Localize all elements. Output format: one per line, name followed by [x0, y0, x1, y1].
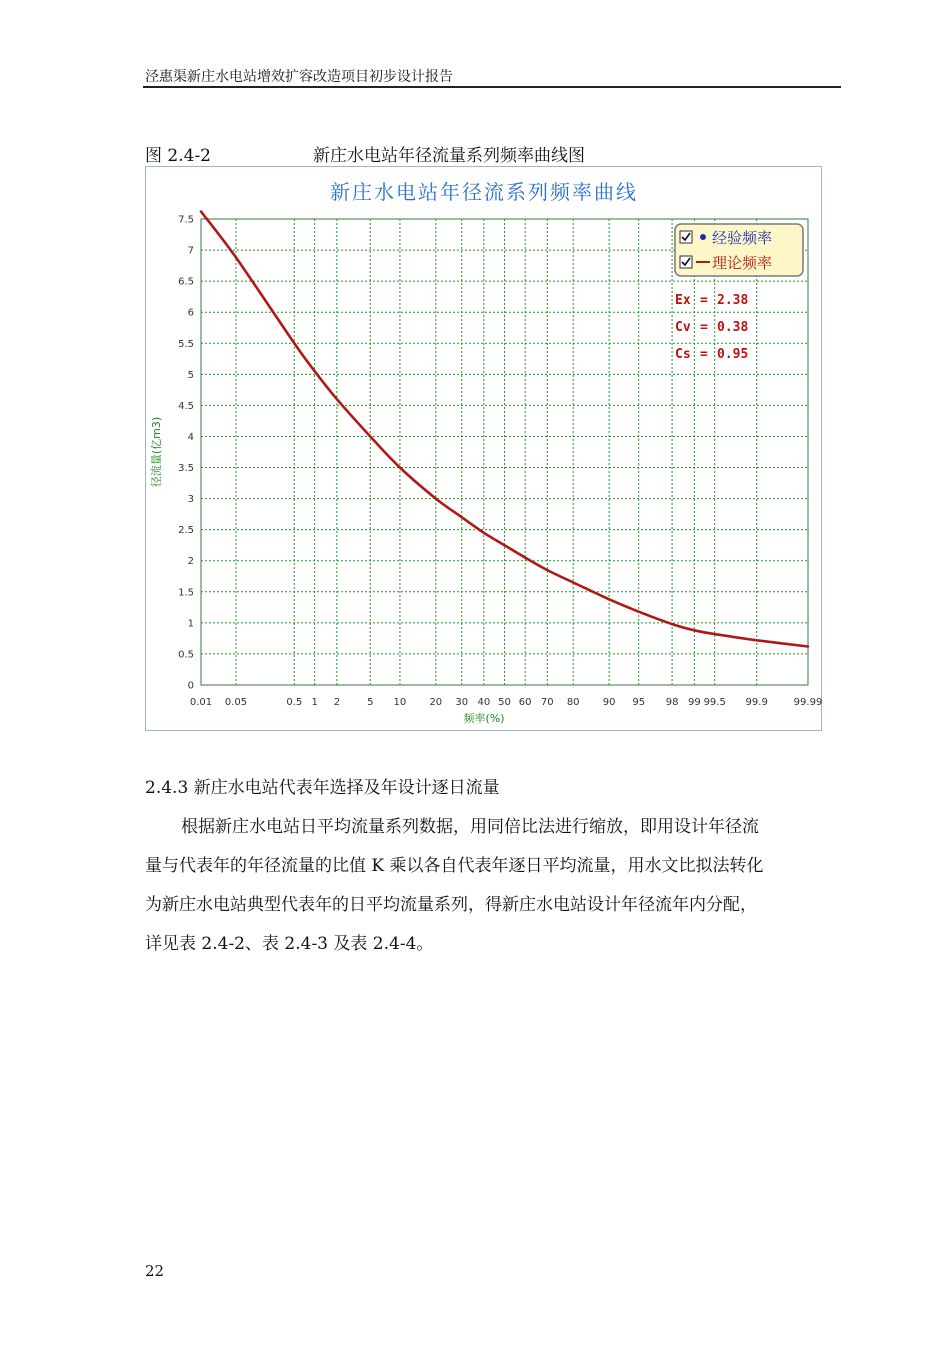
x-tick-label: 5: [367, 697, 374, 708]
x-tick-label: 50: [498, 697, 511, 708]
x-tick-label: 90: [602, 697, 616, 708]
x-tick-label: 99.99: [793, 697, 823, 708]
x-tick-label: 70: [540, 697, 554, 708]
grid-layer: [201, 219, 808, 685]
chart-title: 新庄水电站年径流系列频率曲线: [330, 180, 638, 204]
x-tick-label: 20: [429, 697, 443, 708]
y-tick-label: 1: [187, 618, 194, 630]
paragraph-line: 为新庄水电站典型代表年的日平均流量系列，得新庄水电站设计年径流年内分配，: [145, 895, 757, 915]
figure-number: 图 2.4-2: [145, 146, 211, 166]
legend-checkbox-theoretical[interactable]: [680, 256, 692, 268]
x-tick-label: 99.9: [745, 697, 768, 708]
x-tick-label: 2: [333, 697, 341, 708]
y-tick-label: 2: [187, 556, 194, 568]
y-tick-label: 0: [187, 680, 194, 692]
y-tick-label: 5: [187, 369, 194, 381]
param-ex-value: 2.38: [717, 293, 749, 308]
y-tick-label: 1.5: [178, 587, 194, 599]
legend: [675, 224, 803, 276]
x-axis-label: 频率(%): [463, 712, 505, 725]
y-tick-label: 5.5: [178, 338, 194, 350]
paragraph-line: 根据新庄水电站日平均流量系列数据，用同倍比法进行缩放，即用设计年径流: [181, 817, 759, 837]
y-tick-label: 6.5: [178, 276, 194, 288]
section-heading: 2.4.3 新庄水电站代表年选择及年设计逐日流量: [145, 778, 500, 798]
legend-dot-icon: [700, 234, 706, 240]
x-tick-label: 99.5: [703, 697, 726, 708]
param-cv-name: Cv: [675, 320, 691, 335]
x-tick-label: 99: [687, 697, 701, 708]
y-tick-label: 3: [187, 494, 194, 506]
param-cv-value: 0.38: [717, 320, 749, 335]
x-tick-label: 30: [455, 697, 469, 708]
y-tick-label: 7: [187, 245, 194, 257]
param-ex-eq: =: [700, 293, 708, 308]
params-block: [675, 293, 748, 362]
x-tick-label: 95: [632, 697, 646, 708]
legend-label-theoretical: 理论频率: [712, 254, 773, 272]
x-tick-label: 40: [477, 697, 491, 708]
param-cs-eq: =: [700, 347, 708, 362]
paragraph-line: 量与代表年的年径流量的比值 K 乘以各自代表年逐日平均流量，用水文比拟法转化: [145, 856, 764, 876]
x-tick-label: 98: [665, 697, 679, 708]
header-rule: [143, 86, 841, 88]
chart-frame: [145, 166, 822, 731]
x-tick-label: 0.01: [189, 697, 213, 708]
tick-layer: [178, 215, 822, 709]
legend-label-empirical: 经验频率: [712, 229, 773, 247]
y-tick-label: 4.5: [178, 400, 194, 412]
x-tick-label: 0.05: [224, 697, 248, 708]
param-cs-value: 0.95: [717, 347, 749, 362]
y-tick-label: 2.5: [178, 525, 194, 537]
y-tick-label: 7.5: [178, 214, 194, 226]
page-number: 22: [145, 1262, 165, 1280]
y-axis-label: 径流量(亿m3): [150, 416, 163, 488]
figure-title: 新庄水电站年径流量系列频率曲线图: [313, 146, 585, 166]
param-cs-name: Cs: [675, 347, 691, 362]
x-tick-label: 0.5: [286, 697, 303, 708]
y-tick-label: 4: [187, 431, 194, 443]
y-tick-label: 0.5: [178, 649, 194, 661]
legend-checkbox-empirical[interactable]: [680, 231, 692, 243]
x-tick-label: 60: [518, 697, 532, 708]
paragraph-line: 详见表 2.4-2、表 2.4-3 及表 2.4-4。: [145, 934, 434, 954]
x-tick-label: 10: [393, 697, 407, 708]
param-ex-name: Ex: [675, 293, 691, 308]
running-header: 泾惠渠新庄水电站增效扩容改造项目初步设计报告: [145, 69, 453, 85]
y-tick-label: 6: [187, 307, 194, 319]
x-tick-label: 80: [566, 697, 580, 708]
frequency-chart: [146, 167, 823, 732]
x-tick-label: 1: [311, 697, 318, 708]
param-cv-eq: =: [700, 320, 708, 335]
y-tick-label: 3.5: [178, 463, 194, 475]
